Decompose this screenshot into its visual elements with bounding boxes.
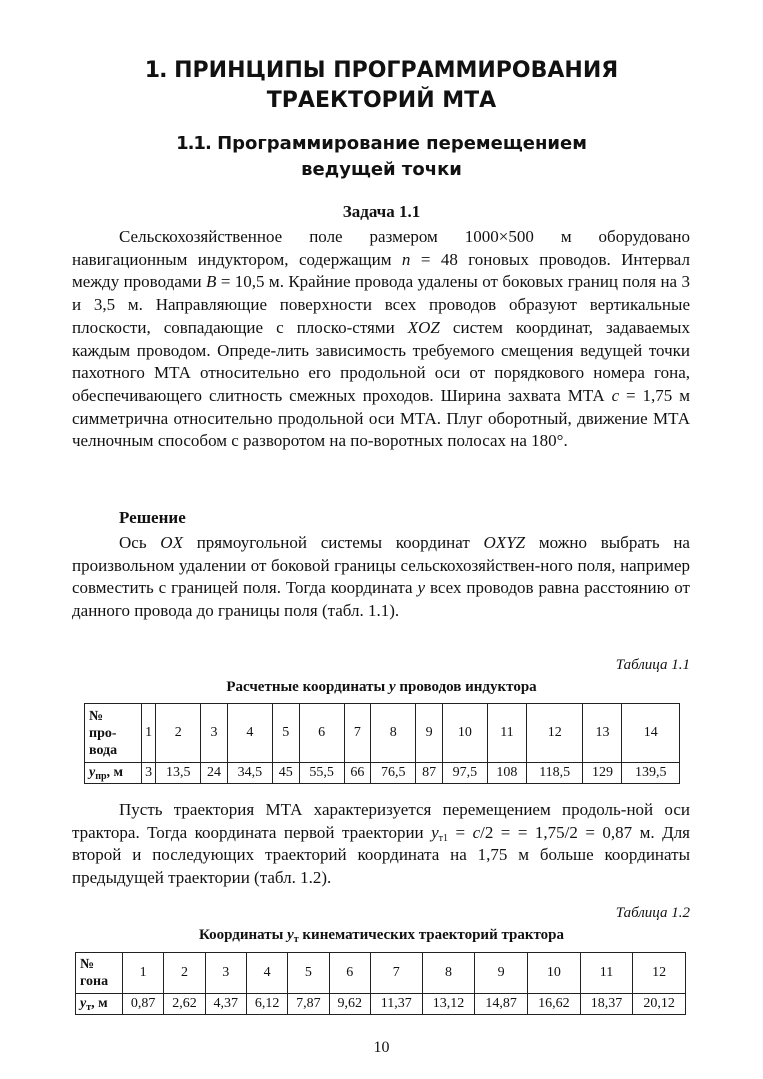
table2-cell-value: 4,37 <box>205 994 246 1015</box>
table1-cell-value: 24 <box>201 763 228 784</box>
table1-cell-value: 76,5 <box>371 763 416 784</box>
table1-cell-number: 6 <box>299 704 344 763</box>
solution-title: Решение <box>119 508 186 527</box>
table1-cell-number: 13 <box>583 704 622 763</box>
table1-cell-value: 55,5 <box>299 763 344 784</box>
table1-cell-number: 5 <box>272 704 299 763</box>
table1-cell-number: 10 <box>442 704 487 763</box>
chapter-number: 1. <box>144 58 167 83</box>
table2-cell-number: 7 <box>370 953 422 994</box>
table1-cell-value: 129 <box>583 763 622 784</box>
chapter-title-line2: ТРАЕКТОРИЙ МТА <box>266 88 497 113</box>
table2-cell-number: 9 <box>475 953 528 994</box>
page-number: 10 <box>373 1039 390 1056</box>
table2-cell-value: 9,62 <box>329 994 370 1015</box>
table2-cell-value: 14,87 <box>475 994 528 1015</box>
table1-cell-number: 1 <box>142 704 156 763</box>
task-title: Задача 1.1 <box>342 202 421 221</box>
table2-cell-number: 10 <box>528 953 581 994</box>
table2-cell-number: 5 <box>288 953 329 994</box>
table2-cell-number: 12 <box>633 953 686 994</box>
table1 <box>84 703 680 784</box>
table1-cell-number: 7 <box>344 704 371 763</box>
problem-paragraph: Сельскохозяйственное поле размером 1000×500 м оборудовано навигационным индуктором, содержащим n = 48 гоновых проводов. Интервал между проводами B = 10,5 м. Крайние провода удалены от боковых границ поля на 3 и 3,5 м. Направляющие поверхности всех проводов образуют вертикальные плоскости, совпадающие с плоско-стями XOZ систем координат, задаваемых каждым проводом. Опреде-лить зависимость требуемого смещения ведущей точки пахотного МТА относительно его продольной оси от порядкового номера гона, обеспечивающего слитность смежных проходов. Ширина захвата МТА c = 1,75 м симметрична относительно продольной оси МТА. Плуг оборотный, движение МТА челночным способом с разворотом на по-воротных полосах на 180°. <box>72 227 690 451</box>
section-title-line2: ведущей точки <box>301 159 462 180</box>
trajectory-paragraph: Пусть траектория МТА характеризуется перемещением продоль-ной оси трактора. Тогда координата первой траектории $y_{т1} = c/2$ = = 1,75/2 = 0,87 м. Для второй и последующих траекторий координата на 1,75 м больше координаты предыдущей траектории (табл. 1.2). <box>72 800 690 888</box>
table2-cell-number: 8 <box>422 953 475 994</box>
table2-cell-number: 1 <box>123 953 164 994</box>
table1-cell-value: 13,5 <box>156 763 201 784</box>
table2-cell-number: 3 <box>205 953 246 994</box>
table2-cell-value: 13,12 <box>422 994 475 1015</box>
table1-cell-value: 139,5 <box>622 763 680 784</box>
section-number: 1.1. <box>176 133 211 154</box>
table2-cell-value: 2,62 <box>164 994 205 1015</box>
table1-cell-number: 11 <box>487 704 526 763</box>
table1-cell-number: 12 <box>526 704 583 763</box>
table1-label: Таблица 1.1 <box>615 657 690 673</box>
solution-paragraph: Ось OX прямоугольной системы координат OXYZ можно выбрать на произвольном удалении от боковой границы сельскохозяйствен-ного поля, например совместить с границей поля. Тогда координата y всех проводов равна расстоянию от данного провода до границы поля (табл. 1.1). <box>72 533 690 621</box>
table1-header-number: № про- вода <box>85 704 142 763</box>
section-title <box>70 131 693 183</box>
table2-label: Таблица 1.2 <box>615 905 690 921</box>
table2-cell-value: 7,87 <box>288 994 329 1015</box>
table2-cell-value: 6,12 <box>246 994 287 1015</box>
chapter-title <box>70 56 693 116</box>
table2-cell-value: 11,37 <box>370 994 422 1015</box>
table1-cell-number: 4 <box>227 704 272 763</box>
table2 <box>75 952 686 1015</box>
section-title-line1: Программирование перемещением <box>217 133 587 154</box>
chapter-title-line1: ПРИНЦИПЫ ПРОГРАММИРОВАНИЯ <box>174 58 619 83</box>
table1-cell-number: 14 <box>622 704 680 763</box>
table1-cell-number: 3 <box>201 704 228 763</box>
table1-cell-number: 2 <box>156 704 201 763</box>
table2-cell-value: 18,37 <box>580 994 633 1015</box>
table1-header-y: $y_{пр}$, м <box>85 763 142 784</box>
table2-cell-number: 11 <box>580 953 633 994</box>
table2-header-y: $y_т$, м <box>76 994 123 1015</box>
table1-cell-value: 87 <box>416 763 443 784</box>
table1-cell-value: 34,5 <box>227 763 272 784</box>
table1-cell-value: 3 <box>142 763 156 784</box>
table1-cell-number: 8 <box>371 704 416 763</box>
table1-cell-value: 45 <box>272 763 299 784</box>
table2-cell-number: 2 <box>164 953 205 994</box>
table1-cell-number: 9 <box>416 704 443 763</box>
table2-caption: Координаты $y_т$ кинематических траекторий трактора <box>198 927 565 945</box>
table1-caption: Расчетные координаты y проводов индуктора <box>226 679 537 695</box>
table2-cell-number: 4 <box>246 953 287 994</box>
table2-cell-value: 20,12 <box>633 994 686 1015</box>
table1-cell-value: 118,5 <box>526 763 583 784</box>
table1-cell-value: 108 <box>487 763 526 784</box>
table2-cell-value: 16,62 <box>528 994 581 1015</box>
table1-cell-value: 66 <box>344 763 371 784</box>
table2-cell-value: 0,87 <box>123 994 164 1015</box>
table1-cell-value: 97,5 <box>442 763 487 784</box>
table2-header-number: № гона <box>76 953 123 994</box>
table2-cell-number: 6 <box>329 953 370 994</box>
